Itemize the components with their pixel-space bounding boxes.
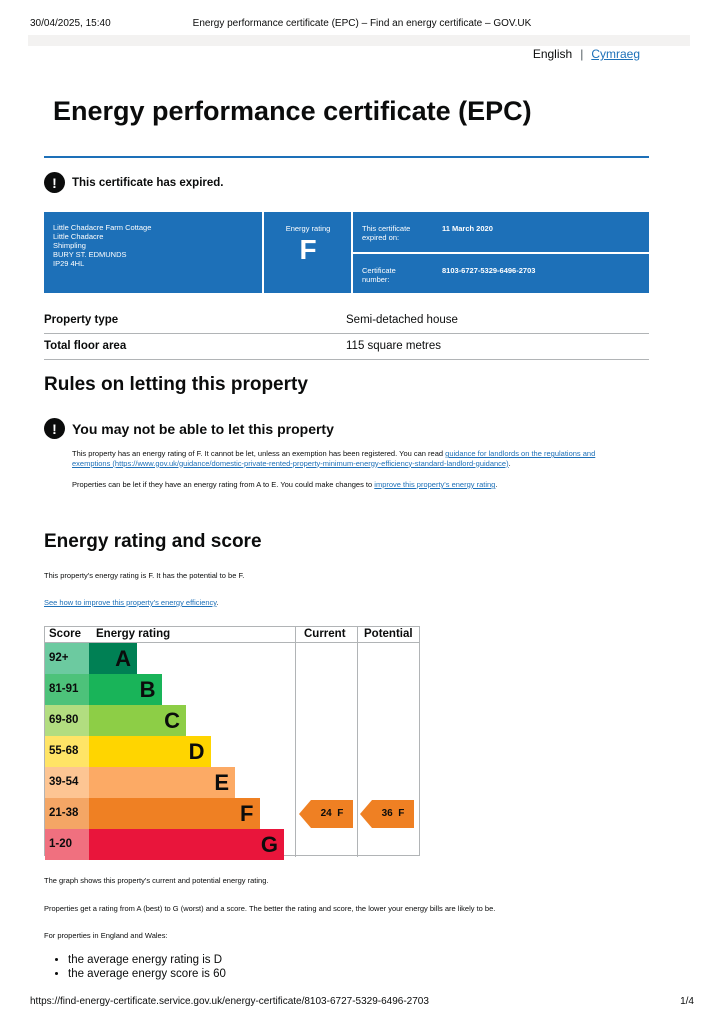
column-divider: [357, 627, 358, 857]
floor-area-value: 115 square metres: [346, 340, 442, 352]
letting-warning: [44, 418, 334, 439]
address-line: Little Chadacre Farm Cottage: [53, 223, 152, 232]
band-letter: D: [188, 739, 205, 764]
warning-icon: !: [44, 418, 65, 439]
language-english: English: [532, 47, 573, 61]
property-type-label: Property type: [44, 314, 119, 326]
band-score-g: 1-20: [45, 829, 89, 860]
list-item: • the average energy rating is D: [68, 953, 226, 967]
current-rating-label: 24 F: [320, 808, 344, 819]
print-title: Energy performance certificate (EPC) – Find an energy certificate – GOV.UK: [192, 18, 532, 29]
band-letter: B: [139, 677, 156, 702]
address-line: Shimpling: [53, 241, 86, 250]
certificate-number-label: Certificate number:: [362, 266, 396, 284]
band-score-e: 39-54: [45, 767, 89, 798]
address-line: Little Chadacre: [53, 232, 104, 241]
print-timestamp: 30/04/2025, 15:40: [30, 18, 111, 29]
band-letter: F: [240, 801, 254, 826]
energy-rating-header: Energy rating: [96, 628, 171, 640]
expired-on-value: 11 March 2020: [442, 224, 493, 233]
england-wales-note: For properties in England and Wales:: [44, 931, 168, 940]
band-bar-e: [89, 767, 235, 798]
property-address: [53, 223, 263, 268]
letting-text-end: .: [495, 480, 498, 489]
potential-header: Potential: [364, 628, 413, 640]
band-letter: G: [260, 832, 278, 857]
expired-warning-text: This certificate has expired.: [72, 176, 224, 189]
improve-efficiency-paragraph: [44, 598, 644, 608]
letting-heading: Rules on letting this property: [44, 374, 308, 395]
letting-text-end: .: [508, 458, 511, 468]
print-url: https://find-energy-certificate.service.gov.uk/energy-certificate/8103-6727-5329-6496-2703: [30, 996, 429, 1007]
band-letter: C: [164, 708, 180, 733]
chart-header: [45, 627, 419, 643]
expired-warning: [44, 172, 223, 193]
band-score-f: 21-38: [45, 798, 89, 829]
letting-paragraph-1: [72, 449, 632, 468]
score-header: Score: [49, 628, 81, 640]
address-line: IP29 4HL: [53, 259, 85, 268]
column-divider: [295, 627, 296, 857]
certificate-summary: [44, 212, 649, 293]
band-letter: E: [214, 770, 229, 795]
warning-icon: !: [44, 172, 65, 193]
averages-list: [68, 953, 226, 981]
current-header: Current: [304, 628, 346, 640]
band-score-c: 69-80: [45, 705, 89, 736]
improve-efficiency-link[interactable]: See how to improve this property's energy efficiency: [44, 598, 217, 607]
potential-rating-label: 36 F: [381, 808, 405, 819]
graph-note: The graph shows this property's current and potential energy rating.: [44, 876, 269, 885]
floor-area-label: Total floor area: [44, 340, 127, 352]
band-bar-f: [89, 798, 260, 829]
energy-intro: This property's energy rating is F. It has the potential to be F.: [44, 571, 245, 580]
property-type-value: Semi-detached house: [346, 314, 458, 326]
band-bar-g: [89, 829, 284, 860]
page-number: 1/4: [680, 996, 694, 1007]
floor-area-row: [44, 334, 649, 360]
energy-rating-label: Energy rating: [285, 224, 331, 233]
improve-rating-link[interactable]: improve this property's energy rating: [374, 480, 496, 489]
divider: [352, 252, 649, 254]
property-type-row: [44, 308, 649, 334]
print-header: [30, 18, 694, 32]
band-score-b: 81-91: [45, 674, 89, 705]
letting-text: Properties can be let if they have an energy rating from A to E. You could make changes to: [72, 480, 375, 489]
landlord-guidance-link[interactable]: guidance for landlords on the regulations and exemptions (https://www.gov.uk/guidance/domestic-private-rented-property-minimum-energy-efficiency-standard-landlord-guidance): [72, 449, 596, 468]
letting-paragraph-2: [72, 480, 632, 490]
title-rule: [44, 156, 649, 158]
energy-rating-chart: [44, 626, 420, 856]
improve-efficiency-end: .: [216, 598, 219, 607]
band-bar-d: [89, 736, 211, 767]
band-score-d: 55-68: [45, 736, 89, 767]
band-letter: A: [115, 646, 131, 671]
band-bar-a: [89, 643, 137, 674]
band-bar-b: [89, 674, 162, 705]
page-title: Energy performance certificate (EPC): [53, 96, 532, 126]
language-welsh-link[interactable]: Cymraeg: [591, 47, 640, 61]
energy-rating-value: F: [299, 234, 317, 265]
list-item: • the average energy score is 60: [68, 967, 226, 981]
expired-on-label: This certificate expired on:: [362, 224, 411, 242]
ratings-note: Properties get a rating from A (best) to G (worst) and a score. The better the rating and score, the lower your energy bills are likely to be.: [44, 904, 496, 913]
band-score-a: 92+: [45, 643, 89, 674]
certificate-number-value: 8103-6727-5329-6496-2703: [442, 266, 536, 275]
header-strip: [28, 35, 690, 46]
energy-heading: Energy rating and score: [44, 531, 262, 552]
address-line: BURY ST. EDMUNDS: [53, 250, 127, 259]
language-toggle: English | Cymraeg: [532, 47, 640, 61]
letting-warning-text: You may not be able to let this property: [72, 420, 334, 437]
letting-text: This property has an energy rating of F. It cannot be let, unless an exemption has been registered. You can read: [72, 449, 446, 458]
band-bar-c: [89, 705, 186, 736]
